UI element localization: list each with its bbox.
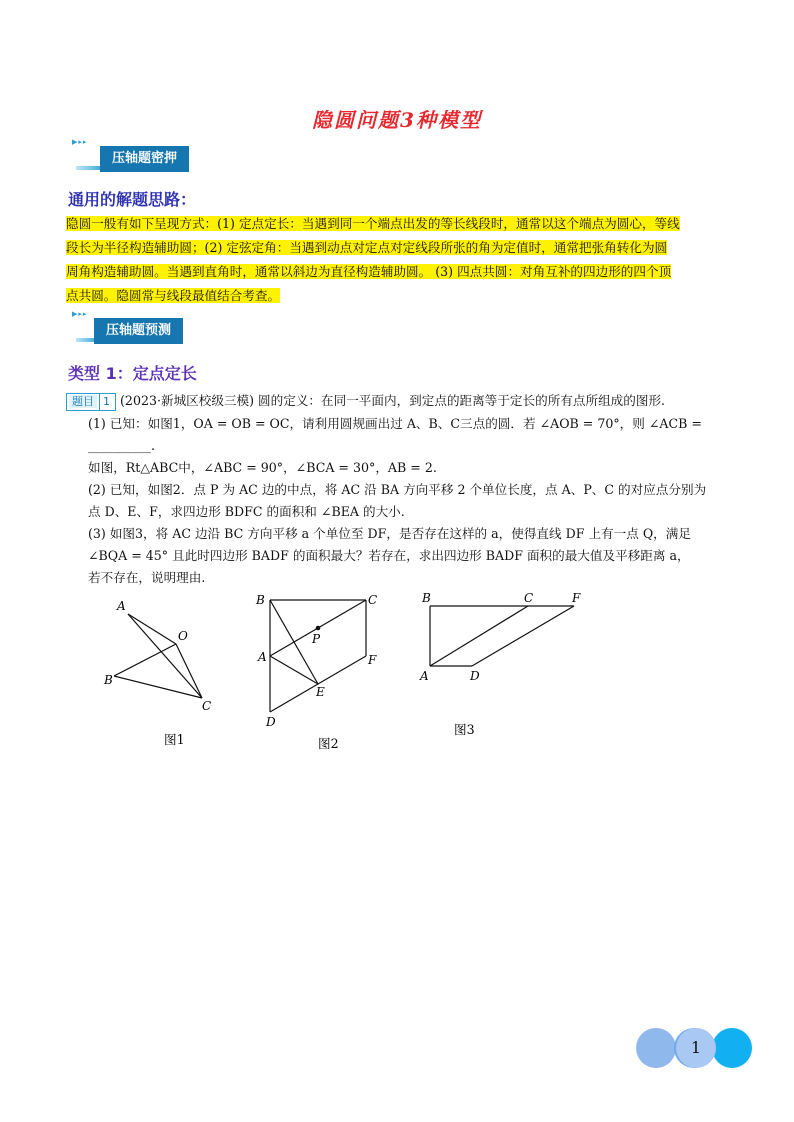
question-part1a: (1) 已知：如图1，OA = OB = OC，请利用圆规画出过 A、B、C三点的圆．若 ∠AOB = 70°，则 ∠ACB = (88, 416, 702, 431)
type-heading: 类型 1：定点定长 (68, 364, 197, 383)
given-statement: 如图，Rt△ABC中，∠ABC = 90°，∠BCA = 30°，AB = 2. (88, 460, 437, 475)
fig3-label-f: F (572, 591, 581, 605)
answer-blank: __________. (88, 438, 155, 453)
page-number-badge (636, 1028, 752, 1068)
question-part2a: (2) 已知，如图2．点 P 为 AC 边的中点，将 AC 沿 BA 方向平移 2 个单位长度，点 A、P、C 的对应点分别为 (88, 482, 707, 497)
page-number: 1 (676, 1028, 716, 1068)
badge-circle (712, 1028, 752, 1068)
fig2-label-c: C (368, 593, 378, 607)
fig2-label-d: D (266, 715, 276, 729)
point-p (316, 626, 321, 631)
approach-line: 点共圆。隐圆常与线段最值结合考查。 (66, 288, 281, 303)
section-banner-secret (72, 138, 212, 172)
fig3-label-b: B (422, 591, 431, 605)
fig1-label-b: B (104, 673, 113, 687)
question-part3c: 若不存在，说明理由. (88, 570, 206, 585)
fig3-caption: 图3 (454, 722, 475, 737)
question-part2b: 点 D、E、F，求四边形 BDFC 的面积和 ∠BEA 的大小. (88, 504, 405, 519)
question-intro-line (66, 390, 766, 412)
fig2-label-p: P (312, 632, 321, 646)
arrow-dots-icon: ▶▸▸ (72, 138, 88, 146)
figure-1 (114, 614, 202, 698)
approach-text (66, 212, 758, 308)
question-part3b: ∠BQA = 45° 且此时四边形 BADF 的面积最大？若存在，求出四边形 BADF 面积的最大值及平移距离 a， (88, 548, 690, 563)
fig1-caption: 图1 (164, 732, 185, 747)
fig1-label-o: O (178, 629, 188, 643)
question-intro: (2023·新城区校级三模) 圆的定义：在同一平面内，到定点的距离等于定长的所有点所组成的图形. (120, 393, 666, 408)
fig2-label-b: B (256, 593, 265, 607)
approach-line: 段长为半径构造辅助圆；(2) 定弦定角：当遇到动点对定点对定线段所张的角为定值时，通常把张角转化为圆 (66, 240, 668, 255)
fig2-label-a: A (258, 650, 267, 664)
banner-label: 压轴题密押 (100, 146, 189, 172)
fig1-label-a: A (117, 599, 126, 613)
approach-line: 周角构造辅助圆。当遇到直角时，通常以斜边为直径构造辅助圆。 (3) 四点共圆：对角互补的四边形的四个顶 (66, 264, 672, 279)
fig2-label-f: F (368, 653, 377, 667)
banner-label: 压轴题预测 (94, 318, 183, 344)
fig2-label-e: E (316, 685, 325, 699)
section-banner-predict (72, 310, 202, 344)
approach-line: 隐圆一般有如下呈现方式：(1) 定点定长：当遇到同一个端点出发的等长线段时，通常以这个端点为圆心，等线 (66, 216, 680, 231)
fig2-caption: 图2 (318, 736, 339, 751)
fig1-label-c: C (202, 699, 212, 713)
question-part3a: (3) 如图3，将 AC 边沿 BC 方向平移 a 个单位至 DF，是否存在这样的 a，使得直线 DF 上有一点 Q，满足 (88, 526, 691, 541)
figure-3 (430, 606, 574, 666)
arrow-dots-icon: ▶▸▸ (72, 310, 88, 318)
fig3-label-a: A (420, 669, 429, 683)
fig3-label-c: C (524, 591, 534, 605)
page-title: 隐圆问题3种模型 (312, 108, 482, 132)
figures-svg (90, 591, 581, 762)
question-tag: 题目 1 (66, 393, 116, 411)
badge-circle (636, 1028, 676, 1068)
approach-heading: 通用的解题思路： (68, 190, 197, 209)
fig3-label-d: D (470, 669, 480, 683)
